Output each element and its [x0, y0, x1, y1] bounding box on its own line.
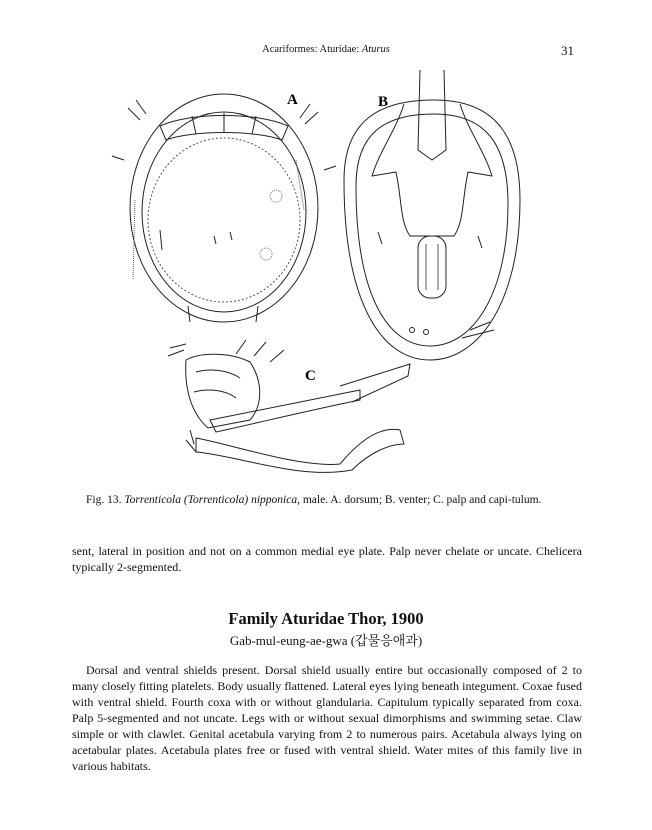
panel-label-a: A: [287, 92, 298, 108]
panel-label-b: B: [378, 94, 389, 110]
palp-capitulum-drawing: [168, 340, 410, 472]
family-subtitle: Gab-mul-eung-ae-gwa (갑물응애과): [229, 633, 423, 648]
dorsum-drawing: [112, 94, 336, 322]
caption-rest: , male. A. dorsum; B. venter; C. palp and capi-tulum.: [297, 494, 542, 506]
running-head-prefix: Acariformes: Aturidae:: [262, 44, 362, 55]
running-head-genus: Aturus: [361, 44, 390, 55]
family-description: Dorsal and ventral shields present. Dorsal shield usually entire but occasionally composed of 2 to many closely fitting platelets. Body usually flattened. Lateral eyes lying beneath integument. Coxae fused with ventral shield. Fourth coxa with or without glandularia. Capitulum typically separated from coxa. Palp 5-segmented and not uncate. Legs with or without sexual dimorphisms and swimming setae. Claw simple or with clawlet. Genital acetabula varying from 2 to numerous pairs. Acetabula always lying on acetabular plates. Acetabula plates free or fused with ventral shield. Water mites of this family live in various habitats.: [72, 663, 582, 773]
page-number: 31: [561, 43, 574, 58]
panel-label-c: C: [305, 368, 316, 384]
family-title: Family Aturidae Thor, 1900: [228, 609, 424, 628]
figure-caption: [86, 494, 606, 506]
venter-drawing: [344, 70, 520, 360]
continued-paragraph: sent, lateral in position and not on a common medial eye plate. Palp never chelate or uncate. Chelicera typically 2-segmented.: [72, 544, 582, 574]
caption-label: Fig. 13.: [86, 494, 122, 506]
caption-species: Torrenticola (Torrenticola) nipponica: [124, 494, 298, 506]
